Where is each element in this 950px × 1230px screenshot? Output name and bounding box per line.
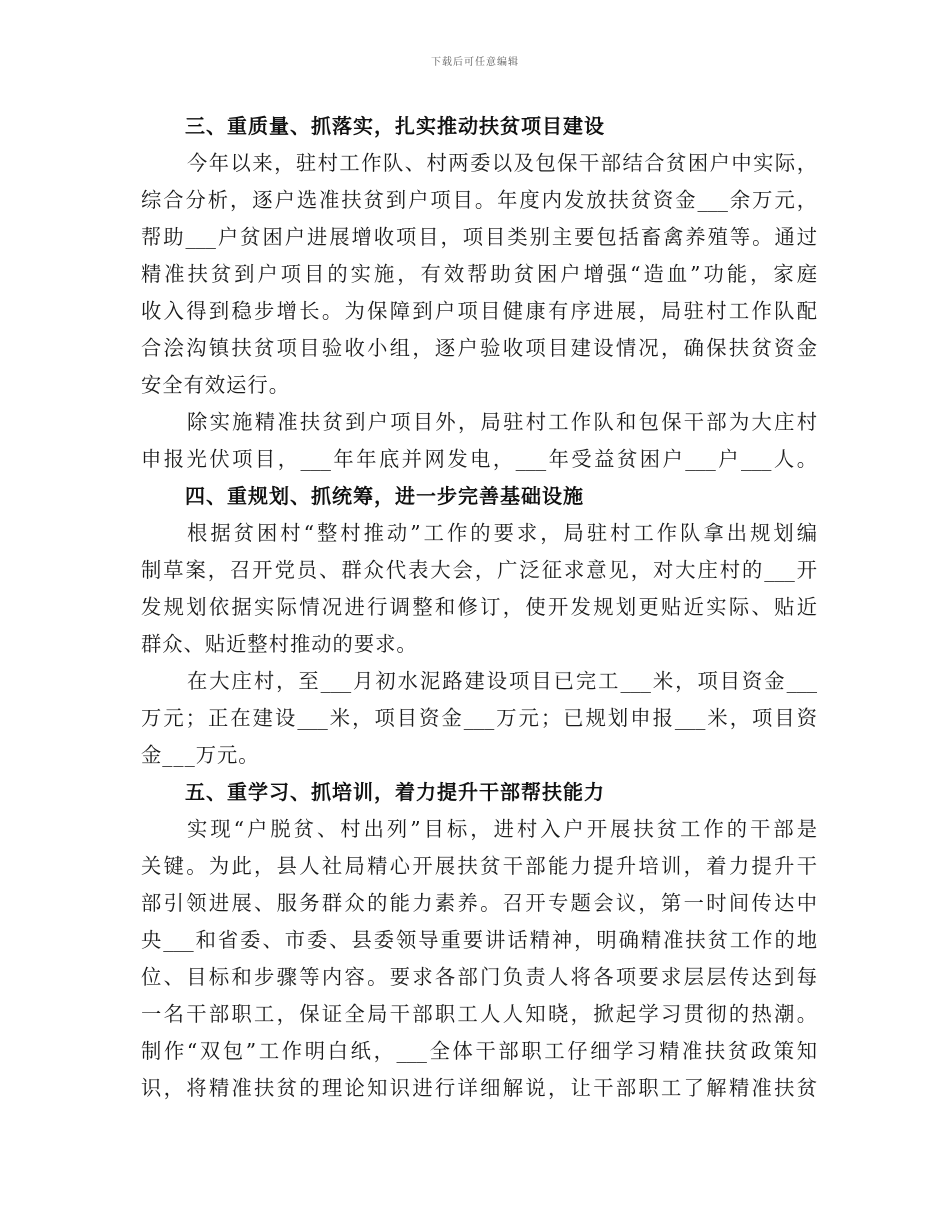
paragraph-line: 制草案，召开党员、群众代表大会，广泛征求意见，对大庄村的___开 (141, 558, 817, 582)
paragraph-line: 申报光伏项目，___年年底并网发电，___年受益贫困户___户___人。 (141, 447, 817, 471)
paragraph-line: 精准扶贫到户项目的实施，有效帮助贫困户增强“造血”功能，家庭 (141, 262, 817, 286)
paragraph-line: 帮助___户贫困户进展增收项目，项目类别主要包括畜禽养殖等。通过 (141, 225, 817, 249)
section-heading: 五、重学习、抓培训，着力提升干部帮扶能力 (185, 780, 605, 804)
paragraph-line: 在大庄村，至___月初水泥路建设项目已完工___米，项目资金___ (187, 669, 817, 693)
document-body (141, 108, 817, 1107)
paragraph-line: 发规划依据实际情况进行调整和修订，使开发规划更贴近实际、贴近 (141, 595, 817, 619)
paragraph-line: 识，将精准扶贫的理论知识进行详细解说，让干部职工了解精准扶贫 (141, 1076, 817, 1100)
paragraph (141, 404, 817, 478)
paragraph (141, 811, 817, 1107)
section-heading: 四、重规划、抓统筹，进一步完善基础设施 (185, 484, 584, 508)
paragraph-line: 一名干部职工，保证全局干部职工人人知晓，掀起学习贯彻的热潮。 (141, 1002, 817, 1026)
paragraph-line: 位、目标和步骤等内容。要求各部门负责人将各项要求层层传达到每 (141, 965, 817, 989)
paragraph-line: 制作“双包”工作明白纸，___全体干部职工仔细学习精准扶贫政策知 (141, 1039, 817, 1063)
paragraph-line: 金___万元。 (141, 743, 260, 767)
paragraph-line: 央___和省委、市委、县委领导重要讲话精神，明确精准扶贫工作的地 (141, 928, 817, 952)
paragraph (141, 515, 817, 663)
paragraph-line: 实现“户脱贫、村出列”目标，进村入户开展扶贫工作的干部是 (187, 817, 817, 841)
paragraph-line: 部引领进展、服务群众的能力素养。召开专题会议，第一时间传达中 (141, 891, 817, 915)
paragraph-line: 群众、贴近整村推动的要求。 (141, 632, 418, 656)
paragraph-line: 收入得到稳步增长。为保障到户项目健康有序进展，局驻村工作队配 (141, 299, 817, 323)
paragraph-line: 合浍沟镇扶贫项目验收小组，逐户验收项目建设情况，确保扶贫资金 (141, 336, 817, 360)
paragraph-line: 今年以来，驻村工作队、村两委以及包保干部结合贫困户中实际， (187, 151, 817, 175)
paragraph-line: 根据贫困村“整村推动”工作的要求，局驻村工作队拿出规划编 (187, 521, 817, 545)
paragraph (141, 663, 817, 774)
paragraph-line: 综合分析，逐户选准扶贫到户项目。年度内发放扶贫资金___余万元， (141, 188, 817, 212)
paragraph (141, 145, 817, 404)
paragraph-line: 关键。为此，县人社局精心开展扶贫干部能力提升培训，着力提升干 (141, 854, 817, 878)
paragraph-line: 安全有效运行。 (141, 373, 290, 397)
paragraph-line: 除实施精准扶贫到户项目外，局驻村工作队和包保干部为大庄村 (187, 410, 817, 434)
section-heading: 三、重质量、抓落实，扎实推动扶贫项目建设 (185, 114, 605, 138)
page-header: 下载后可任意编辑 (431, 57, 519, 68)
paragraph-line: 万元；正在建设___米，项目资金___万元；已规划申报___米，项目资 (141, 706, 817, 730)
